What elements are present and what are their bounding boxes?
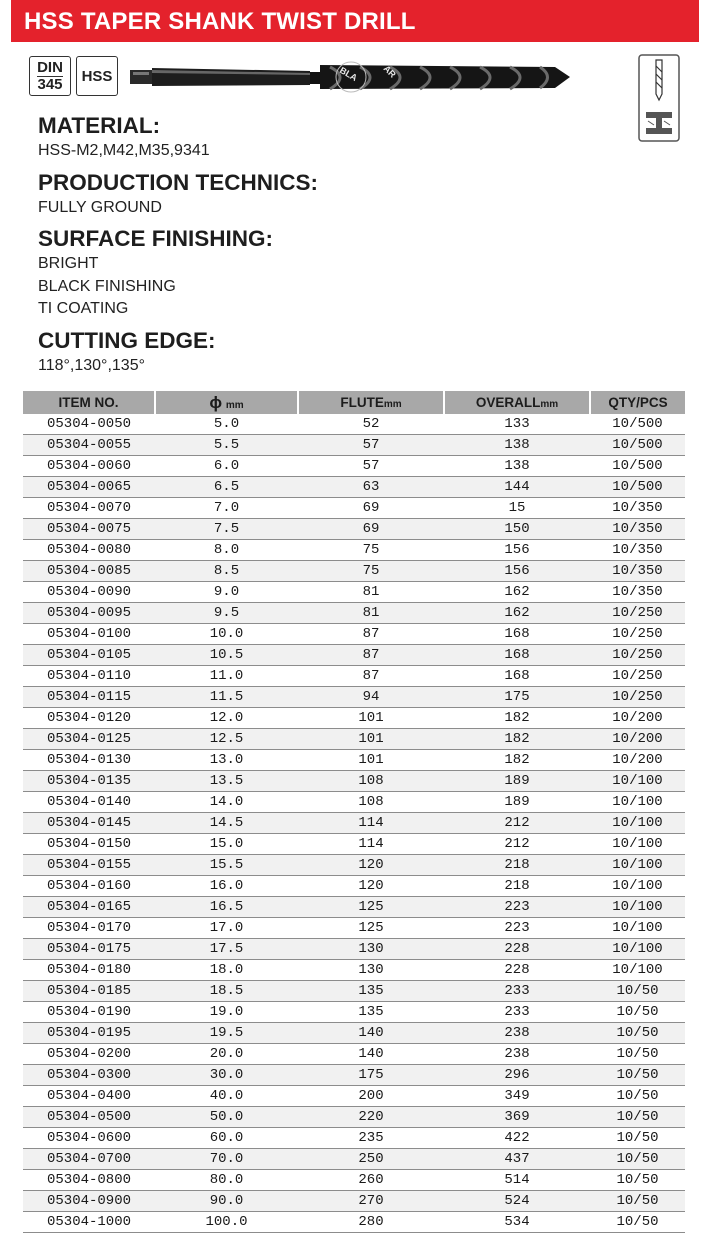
flute-cell: 140 [298,1023,444,1044]
overall-cell: 514 [444,1170,590,1191]
diameter-cell: 13.0 [155,750,298,771]
item-no-cell: 05304-0125 [23,729,155,750]
flute-cell: 69 [298,498,444,519]
production-value: FULLY GROUND [38,198,162,216]
flute-cell: 75 [298,561,444,582]
diameter-cell: 17.0 [155,918,298,939]
flute-cell: 94 [298,687,444,708]
diameter-cell: 16.0 [155,876,298,897]
qty-cell: 10/100 [590,834,685,855]
overall-cell: 223 [444,897,590,918]
table-row [23,1002,685,1023]
header-overall: OVERALLmm [444,391,590,414]
item-no-cell: 05304-0090 [23,582,155,603]
overall-cell: 168 [444,624,590,645]
flute-cell: 175 [298,1065,444,1086]
item-no-cell: 05304-1000 [23,1212,155,1233]
qty-cell: 10/100 [590,897,685,918]
qty-cell: 10/500 [590,477,685,498]
item-no-cell: 05304-0160 [23,876,155,897]
diameter-cell: 70.0 [155,1149,298,1170]
item-no-cell: 05304-0500 [23,1107,155,1128]
table-row [23,960,685,981]
diameter-cell: 30.0 [155,1065,298,1086]
overall-cell: 133 [444,414,590,435]
item-no-cell: 05304-0110 [23,666,155,687]
qty-cell: 10/500 [590,414,685,435]
title-bar [11,0,699,42]
qty-cell: 10/250 [590,624,685,645]
table-row [23,729,685,750]
overall-cell: 175 [444,687,590,708]
diameter-cell: 5.0 [155,414,298,435]
table-row [23,645,685,666]
item-no-cell: 05304-0075 [23,519,155,540]
qty-cell: 10/350 [590,540,685,561]
overall-cell: 212 [444,813,590,834]
drill-image [125,55,580,99]
header-flute: FLUTEmm [298,391,444,414]
flute-cell: 101 [298,708,444,729]
table-row [23,771,685,792]
diameter-cell: 7.5 [155,519,298,540]
item-no-cell: 05304-0080 [23,540,155,561]
qty-cell: 10/200 [590,708,685,729]
flute-cell: 87 [298,624,444,645]
table-row [23,876,685,897]
table-row [23,540,685,561]
flute-cell: 130 [298,960,444,981]
overall-cell: 233 [444,1002,590,1023]
flute-cell: 108 [298,771,444,792]
production-label: PRODUCTION TECHNICS: [38,169,318,195]
din-badge [29,56,71,96]
flute-cell: 87 [298,666,444,687]
qty-cell: 10/250 [590,666,685,687]
header-qty: QTY/PCS [590,391,685,414]
overall-cell: 218 [444,855,590,876]
diameter-cell: 18.0 [155,960,298,981]
overall-cell: 524 [444,1191,590,1212]
overall-cell: 182 [444,750,590,771]
table-row [23,414,685,435]
flute-cell: 120 [298,876,444,897]
item-no-cell: 05304-0055 [23,435,155,456]
item-no-cell: 05304-0120 [23,708,155,729]
item-no-cell: 05304-0050 [23,414,155,435]
overall-cell: 233 [444,981,590,1002]
qty-cell: 10/50 [590,1023,685,1044]
flute-cell: 101 [298,750,444,771]
cutting-value: 118°,130°,135° [38,356,145,374]
qty-cell: 10/100 [590,813,685,834]
qty-cell: 10/250 [590,687,685,708]
overall-cell: 218 [444,876,590,897]
table-body [23,414,685,1233]
overall-cell: 168 [444,666,590,687]
diameter-cell: 15.5 [155,855,298,876]
qty-cell: 10/100 [590,855,685,876]
diameter-cell: 10.5 [155,645,298,666]
overall-cell: 238 [444,1044,590,1065]
item-no-cell: 05304-0180 [23,960,155,981]
table-row [23,498,685,519]
item-no-cell: 05304-0600 [23,1128,155,1149]
table-row [23,918,685,939]
flute-cell: 75 [298,540,444,561]
overall-cell: 296 [444,1065,590,1086]
item-no-cell: 05304-0115 [23,687,155,708]
drill-brand-text: BLA [338,65,360,83]
qty-cell: 10/350 [590,519,685,540]
table-row [23,519,685,540]
qty-cell: 10/100 [590,771,685,792]
item-no-cell: 05304-0095 [23,603,155,624]
diameter-cell: 19.5 [155,1023,298,1044]
flute-cell: 200 [298,1086,444,1107]
overall-cell: 534 [444,1212,590,1233]
table-row [23,1107,685,1128]
diameter-cell: 7.0 [155,498,298,519]
item-no-cell: 05304-0165 [23,897,155,918]
overall-cell: 182 [444,729,590,750]
item-no-cell: 05304-0085 [23,561,155,582]
flute-cell: 125 [298,897,444,918]
flute-cell: 135 [298,981,444,1002]
diameter-cell: 13.5 [155,771,298,792]
diameter-cell: 5.5 [155,435,298,456]
overall-cell: 150 [444,519,590,540]
table-row [23,750,685,771]
qty-cell: 10/250 [590,645,685,666]
qty-cell: 10/50 [590,1212,685,1233]
overall-cell: 162 [444,582,590,603]
table-row [23,981,685,1002]
item-no-cell: 05304-0140 [23,792,155,813]
table-row [23,456,685,477]
diameter-cell: 10.0 [155,624,298,645]
qty-cell: 10/50 [590,1128,685,1149]
flute-cell: 57 [298,456,444,477]
diameter-cell: 17.5 [155,939,298,960]
din-badge-line2: 345 [37,75,63,93]
overall-cell: 349 [444,1086,590,1107]
flute-cell: 135 [298,1002,444,1023]
item-no-cell: 05304-0105 [23,645,155,666]
surface-value-1: BRIGHT [38,255,99,272]
diameter-cell: 16.5 [155,897,298,918]
diameter-cell: 50.0 [155,1107,298,1128]
item-no-cell: 05304-0150 [23,834,155,855]
table-row [23,939,685,960]
qty-cell: 10/100 [590,918,685,939]
qty-cell: 10/100 [590,960,685,981]
item-no-cell: 05304-0060 [23,456,155,477]
hss-badge-label: HSS [81,67,113,85]
diameter-cell: 12.0 [155,708,298,729]
item-no-cell: 05304-0900 [23,1191,155,1212]
diameter-cell: 8.0 [155,540,298,561]
flute-cell: 87 [298,645,444,666]
table-row [23,813,685,834]
flute-cell: 57 [298,435,444,456]
surface-value-3: TI COATING [38,300,129,317]
overall-cell: 156 [444,540,590,561]
overall-cell: 212 [444,834,590,855]
diameter-cell: 90.0 [155,1191,298,1212]
qty-cell: 10/350 [590,561,685,582]
flute-cell: 270 [298,1191,444,1212]
qty-cell: 10/100 [590,939,685,960]
overall-cell: 182 [444,708,590,729]
header-item-no: ITEM NO. [23,391,155,414]
flute-cell: 220 [298,1107,444,1128]
surface-value-2: BLACK FINISHING [38,277,176,295]
diameter-cell: 9.5 [155,603,298,624]
table-header-row [23,391,685,414]
overall-cell: 189 [444,792,590,813]
flute-cell: 63 [298,477,444,498]
diameter-cell: 60.0 [155,1128,298,1149]
cutting-label: CUTTING EDGE: [38,327,216,353]
diameter-cell: 11.0 [155,666,298,687]
item-no-cell: 05304-0170 [23,918,155,939]
overall-cell: 144 [444,477,590,498]
table-row [23,708,685,729]
item-no-cell: 05304-0155 [23,855,155,876]
table-row [23,1170,685,1191]
flute-cell: 235 [298,1128,444,1149]
overall-cell: 162 [444,603,590,624]
diameter-cell: 40.0 [155,1086,298,1107]
material-value: HSS-M2,M42,M35,9341 [38,142,210,159]
overall-cell: 15 [444,498,590,519]
table-row [23,477,685,498]
item-no-cell: 05304-0800 [23,1170,155,1191]
overall-cell: 189 [444,771,590,792]
diameter-cell: 9.0 [155,582,298,603]
table-row [23,1086,685,1107]
overall-cell: 228 [444,939,590,960]
specifications [38,112,598,377]
table-row [23,624,685,645]
table-row [23,1149,685,1170]
table-row [23,792,685,813]
overall-cell: 138 [444,435,590,456]
table-row [23,603,685,624]
item-no-cell: 05304-0065 [23,477,155,498]
flute-cell: 280 [298,1212,444,1233]
diameter-cell: 80.0 [155,1170,298,1191]
qty-cell: 10/50 [590,1191,685,1212]
overall-cell: 156 [444,561,590,582]
diameter-cell: 14.5 [155,813,298,834]
overall-cell: 369 [444,1107,590,1128]
item-no-cell: 05304-0190 [23,1002,155,1023]
table-row [23,1128,685,1149]
item-no-cell: 05304-0070 [23,498,155,519]
table-row [23,1065,685,1086]
diameter-cell: 6.0 [155,456,298,477]
item-no-cell: 05304-0300 [23,1065,155,1086]
item-no-cell: 05304-0100 [23,624,155,645]
flute-cell: 130 [298,939,444,960]
diameter-cell: 12.5 [155,729,298,750]
flute-cell: 250 [298,1149,444,1170]
qty-cell: 10/50 [590,1086,685,1107]
header-diameter: ɸ mm [155,391,298,414]
table-row [23,435,685,456]
drill-spec-table [23,391,685,1233]
table-row [23,687,685,708]
qty-cell: 10/500 [590,456,685,477]
qty-cell: 10/50 [590,981,685,1002]
overall-cell: 228 [444,960,590,981]
overall-cell: 422 [444,1128,590,1149]
qty-cell: 10/500 [590,435,685,456]
qty-cell: 10/350 [590,498,685,519]
flute-cell: 260 [298,1170,444,1191]
qty-cell: 10/50 [590,1065,685,1086]
flute-cell: 81 [298,603,444,624]
item-no-cell: 05304-0185 [23,981,155,1002]
flute-cell: 114 [298,834,444,855]
flute-cell: 69 [298,519,444,540]
table-row [23,834,685,855]
overall-cell: 437 [444,1149,590,1170]
qty-cell: 10/50 [590,1107,685,1128]
qty-cell: 10/100 [590,876,685,897]
flute-cell: 101 [298,729,444,750]
drill-type-icon [638,54,680,142]
table-row [23,1023,685,1044]
table-row [23,1191,685,1212]
qty-cell: 10/100 [590,792,685,813]
overall-cell: 223 [444,918,590,939]
table-row [23,897,685,918]
overall-cell: 168 [444,645,590,666]
material-label: MATERIAL: [38,113,161,138]
item-no-cell: 05304-0130 [23,750,155,771]
item-no-cell: 05304-0175 [23,939,155,960]
flute-cell: 120 [298,855,444,876]
qty-cell: 10/50 [590,1170,685,1191]
diameter-cell: 8.5 [155,561,298,582]
diameter-cell: 19.0 [155,1002,298,1023]
item-no-cell: 05304-0135 [23,771,155,792]
diameter-cell: 20.0 [155,1044,298,1065]
item-no-cell: 05304-0700 [23,1149,155,1170]
flute-cell: 114 [298,813,444,834]
item-no-cell: 05304-0400 [23,1086,155,1107]
flute-cell: 52 [298,414,444,435]
diameter-cell: 15.0 [155,834,298,855]
overall-cell: 138 [444,456,590,477]
din-badge-line1: DIN [37,58,63,76]
qty-cell: 10/50 [590,1002,685,1023]
diameter-cell: 18.5 [155,981,298,1002]
qty-cell: 10/50 [590,1044,685,1065]
flute-cell: 81 [298,582,444,603]
qty-cell: 10/200 [590,750,685,771]
table-row [23,1212,685,1233]
table-row [23,1044,685,1065]
item-no-cell: 05304-0200 [23,1044,155,1065]
flute-cell: 125 [298,918,444,939]
table-row [23,855,685,876]
table-row [23,666,685,687]
flute-cell: 108 [298,792,444,813]
flute-cell: 140 [298,1044,444,1065]
qty-cell: 10/200 [590,729,685,750]
table-row [23,582,685,603]
qty-cell: 10/50 [590,1149,685,1170]
qty-cell: 10/250 [590,603,685,624]
diameter-cell: 14.0 [155,792,298,813]
diameter-cell: 100.0 [155,1212,298,1233]
hss-badge [76,56,118,96]
diameter-cell: 6.5 [155,477,298,498]
surface-label: SURFACE FINISHING: [38,226,274,251]
diameter-symbol: ɸ [209,392,223,412]
table-row [23,561,685,582]
diameter-cell: 11.5 [155,687,298,708]
item-no-cell: 05304-0145 [23,813,155,834]
drill-brand-text-2: AR [381,63,398,80]
page-title: HSS TAPER SHANK TWIST DRILL [24,8,416,35]
qty-cell: 10/350 [590,582,685,603]
overall-cell: 238 [444,1023,590,1044]
item-no-cell: 05304-0195 [23,1023,155,1044]
